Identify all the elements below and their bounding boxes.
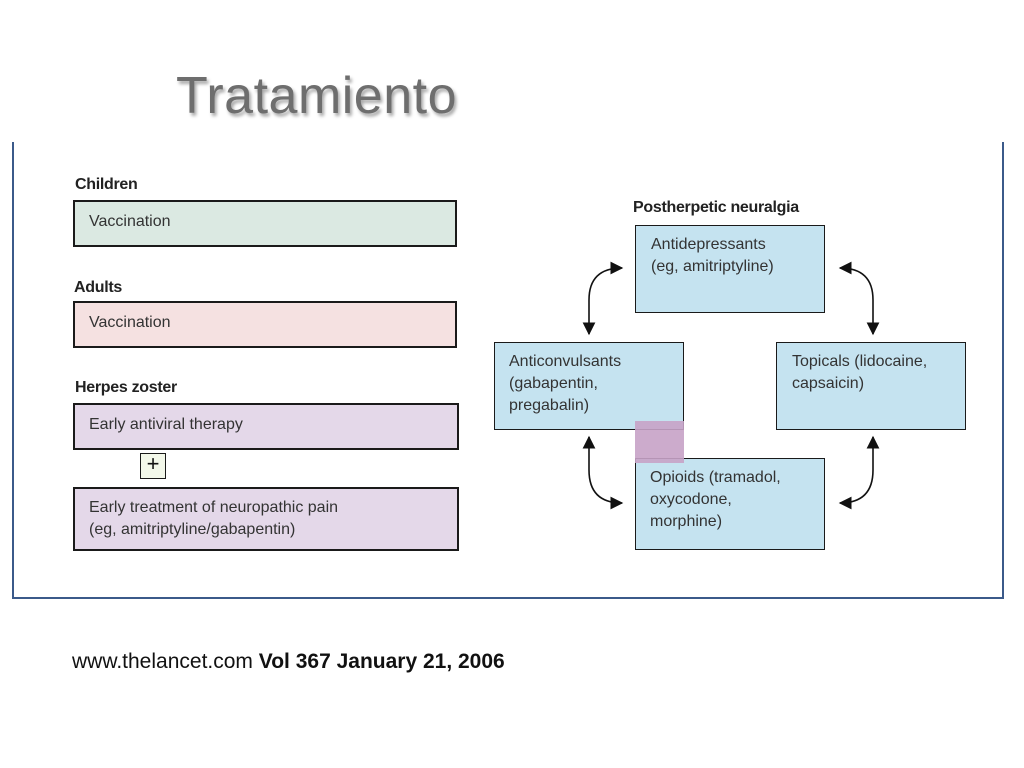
anticonvulsants-line1: Anticonvulsants xyxy=(509,353,622,370)
footer-site: www.thelancet.com xyxy=(72,650,253,673)
opioids-line2: oxycodone, xyxy=(650,491,732,508)
neuropathic-pain-line2: (eg, amitriptyline/gabapentin) xyxy=(89,521,296,538)
anticonvulsants-line2: (gabapentin, xyxy=(509,375,598,392)
antidepressants-line1: Antidepressants xyxy=(651,236,766,253)
topicals-line1: Topicals (lidocaine, xyxy=(792,353,928,370)
children-label: Children xyxy=(75,176,138,193)
arrow-antidepressants-topicals xyxy=(840,268,873,334)
plus-icon: + xyxy=(140,453,166,479)
antidepressants-line2: (eg, amitriptyline) xyxy=(651,258,774,275)
arrow-anticonvulsants-opioids xyxy=(589,437,622,503)
children-vaccination-text: Vaccination xyxy=(89,213,171,230)
arrow-anticonvulsants-antidepressants xyxy=(589,268,622,334)
slide-title: Tratamiento xyxy=(176,67,458,125)
neuropathic-pain-line1: Early treatment of neuropathic pain xyxy=(89,499,339,516)
arrow-opioids-topicals xyxy=(840,437,873,503)
footer-citation: Vol 367 January 21, 2006 xyxy=(258,650,505,673)
opioids-line1: Opioids (tramadol, xyxy=(650,469,781,486)
opioids-line3: morphine) xyxy=(650,513,723,530)
citation-footer xyxy=(72,650,505,674)
topicals-line2: capsaicin) xyxy=(792,375,865,392)
anticonvulsants-line3: pregabalin) xyxy=(509,397,590,414)
antiviral-therapy-text: Early antiviral therapy xyxy=(89,416,243,433)
adults-label: Adults xyxy=(74,279,122,296)
herpes-zoster-label: Herpes zoster xyxy=(75,379,177,396)
postherpetic-neuralgia-label: Postherpetic neuralgia xyxy=(633,199,799,216)
adults-vaccination-text: Vaccination xyxy=(89,314,171,331)
